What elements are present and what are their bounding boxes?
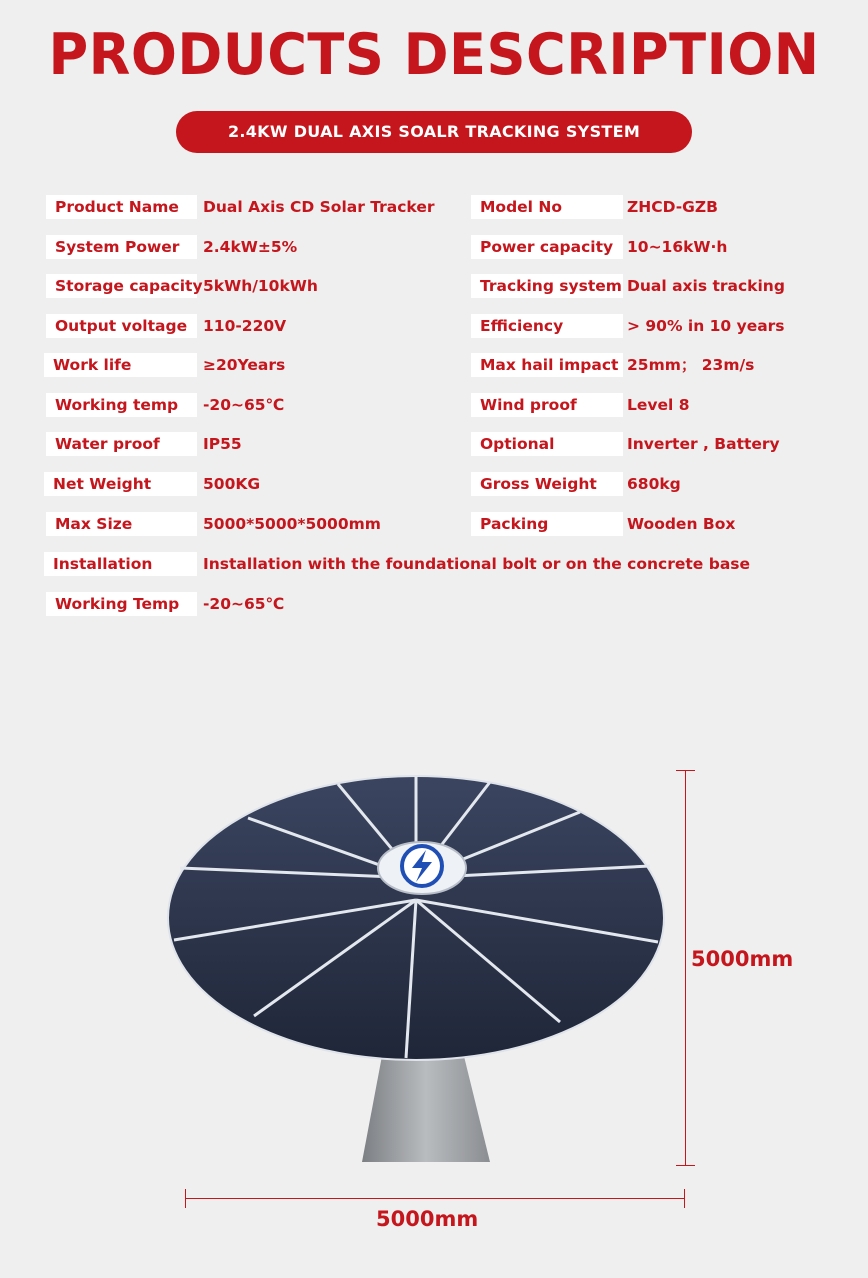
spec-value-net-weight: 500KG	[203, 475, 261, 493]
spec-value-work-life: ≥20Years	[203, 356, 286, 374]
page-title: PRODUCTS DESCRIPTION	[48, 22, 820, 88]
width-dimension-label: 5000mm	[376, 1207, 479, 1231]
height-dimension-label: 5000mm	[691, 947, 794, 971]
spec-label-working-temp-2: Working Temp	[46, 592, 197, 616]
spec-value-output-voltage: 110-220V	[203, 317, 287, 335]
spec-value-working-temp: -20~65℃	[203, 396, 285, 414]
spec-value-wind-proof: Level 8	[627, 396, 690, 414]
spec-label-model-no: Model No	[471, 195, 623, 219]
spec-label-max-hail-impact: Max hail impact	[471, 353, 623, 377]
spec-value-max-hail-impact: 25mm； 23m/s	[627, 356, 755, 374]
spec-label-gross-weight: Gross Weight	[471, 472, 623, 496]
spec-label-working-temp: Working temp	[46, 393, 197, 417]
spec-value-model-no: ZHCD-GZB	[627, 198, 718, 216]
spec-value-working-temp-2: -20~65℃	[203, 595, 285, 613]
spec-value-power-capacity: 10~16kW·h	[627, 238, 728, 256]
spec-value-packing: Wooden Box	[627, 515, 736, 533]
spec-label-power-capacity: Power capacity	[471, 235, 623, 259]
spec-label-output-voltage: Output voltage	[46, 314, 197, 338]
spec-value-storage-capacity: 5kWh/10kWh	[203, 277, 318, 295]
spec-label-installation: Installation	[44, 552, 197, 576]
spec-value-system-power: 2.4kW±5%	[203, 238, 298, 256]
width-dimension-cap-right	[684, 1189, 685, 1208]
spec-label-work-life: Work life	[44, 353, 197, 377]
solar-tracker-image	[160, 760, 680, 1180]
spec-label-max-size: Max Size	[46, 512, 197, 536]
spec-label-efficiency: Efficiency	[471, 314, 623, 338]
spec-label-net-weight: Net Weight	[44, 472, 197, 496]
spec-value-water-proof: IP55	[203, 435, 242, 453]
spec-label-tracking-system: Tracking system	[471, 274, 623, 298]
spec-value-efficiency: > 90% in 10 years	[627, 317, 785, 335]
spec-value-max-size: 5000*5000*5000mm	[203, 515, 381, 533]
width-dimension-line	[185, 1198, 685, 1199]
spec-label-wind-proof: Wind proof	[471, 393, 623, 417]
height-dimension-cap-bottom	[676, 1165, 695, 1166]
width-dimension-cap-left	[185, 1189, 186, 1208]
spec-label-system-power: System Power	[46, 235, 197, 259]
spec-label-product-name: Product Name	[46, 195, 197, 219]
spec-label-water-proof: Water proof	[46, 432, 197, 456]
spec-value-gross-weight: 680kg	[627, 475, 681, 493]
spec-label-packing: Packing	[471, 512, 623, 536]
spec-value-installation: Installation with the foundational bolt or on the concrete base	[203, 555, 751, 573]
spec-value-product-name: Dual Axis CD Solar Tracker	[203, 198, 435, 216]
height-dimension-cap-top	[676, 770, 695, 771]
spec-value-tracking-system: Dual axis tracking	[627, 277, 785, 295]
spec-label-storage-capacity: Storage capacity	[46, 274, 197, 298]
product-subtitle-banner: 2.4KW DUAL AXIS SOALR TRACKING SYSTEM	[176, 111, 692, 153]
spec-label-optional: Optional	[471, 432, 623, 456]
spec-value-optional: Inverter , Battery	[627, 435, 780, 453]
height-dimension-line	[685, 770, 686, 1166]
